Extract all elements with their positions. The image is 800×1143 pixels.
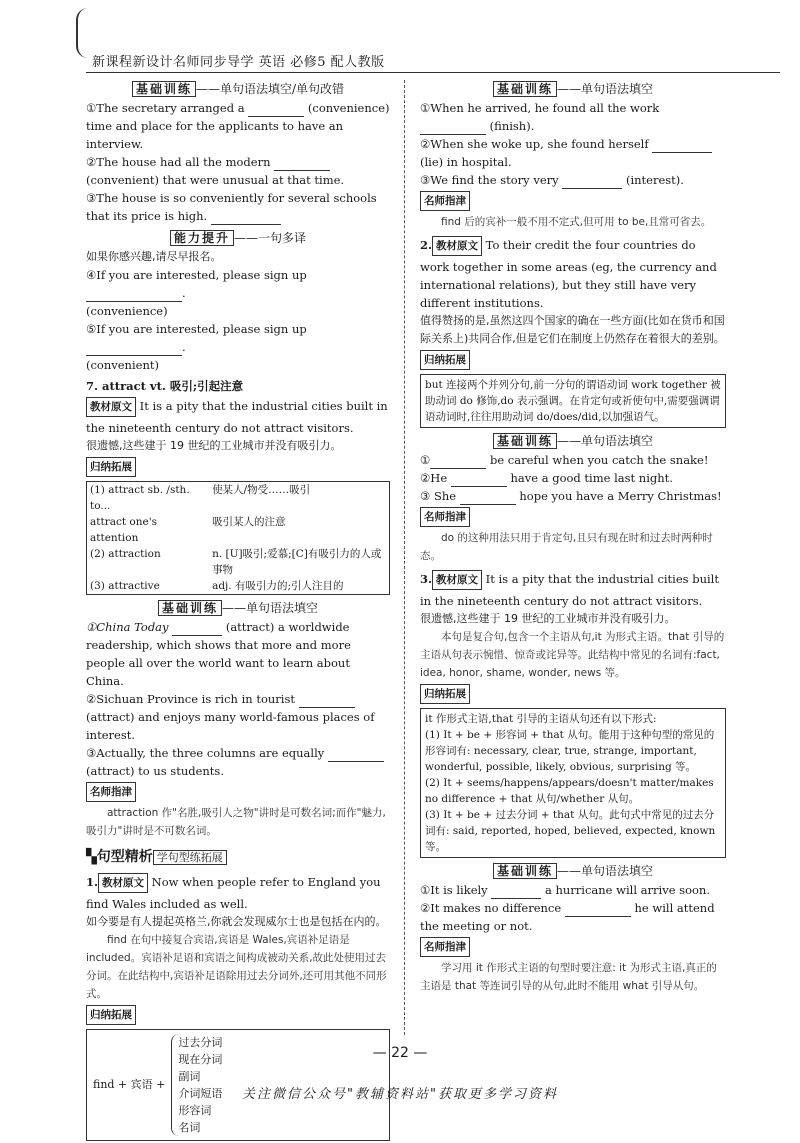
header-bracket [76,8,88,58]
explanation: 本句是复合句,包含一个主语从句,it 为形式主语。that 引导的主语从句表示惋惜、惊奇或诧异等。此结构中常见的名词有:fact, idea, honor, shame, wonder, news 等。 [420,631,725,679]
answer-blank[interactable] [86,341,182,356]
right-column [420,78,726,995]
page-number: — 22 — [372,1045,428,1061]
tip-text: find 后的宾补一般不用不定式,但可用 to be,且常可省去。 [441,216,712,228]
exercise-item: ②It makes no difference he will attend the meeting or not. [420,901,715,933]
answer-blank[interactable] [172,621,222,636]
answer-blank[interactable] [86,287,182,302]
extension-box: it 作形式主语,that 引导的主语从句还有以下形式: (1) It + be + 形容词 + that 从句。能用于这种句型的常见的形容词有: necessary, clear, true, strange, important, wonderful, possible, likely, obvious, surprising 等。 (2) It + seems/happens/appears/doesn't matter/makes no difference + that 从句/whether 从句。 (3) It + be + 过去分词 + that 从句。此句式中常见的过去分词有: said, reported, hoped, believed, expected, known 等。 [420,708,726,858]
answer-blank[interactable] [652,138,712,153]
exercise-item: ②Sichuan Province is rich in tourist (attract) and enjoys many world-famous places of interest. [86,692,375,742]
answer-blank[interactable] [248,102,304,117]
vocab-title: 7. attract vt. 吸引;引起注意 [86,379,244,393]
find-structure-box: find + 宾语 + 过去分词 现在分词 副词 介词短语 形容词 名词 [86,1029,390,1141]
table-row: attract one's attention 吸引某人的注意 [90,516,286,544]
answer-blank[interactable] [491,884,541,899]
footer-note: 关注微信公众号"教辅资料站"获取更多学习资料 [242,1087,558,1102]
answer-blank[interactable] [420,120,486,135]
answer-blank[interactable] [299,693,355,708]
table-row: (2) attraction n. [U]吸引;爱慕;[C]有吸引力的人或事物 [90,548,382,576]
exercise-heading: 基础训练 ——单句语法填空 [420,432,726,450]
exercise-item: ③Actually, the three columns are equally (attract) to us students. [86,744,390,780]
table-row: (3) attractive adj. 有吸引力的;引人注目的 [90,580,344,592]
answer-blank[interactable] [328,747,384,762]
answer-blank[interactable] [451,472,507,487]
translation: 值得赞扬的是,虽然这四个国家的确在一些方面(比如在货币和国际关系上)共同合作,但是它们在制度上仍然存在着很大的差别。 [420,314,725,345]
exercise-heading: 基础训练 ——单句语法填空 [420,80,726,98]
header-rule [86,72,780,73]
tip-label: 名师指津 [86,782,136,802]
tip-text: attraction 作"名胜,吸引人之物"讲时是可数名词;而作"魅力,吸引力"讲时是不可数名词。 [86,807,386,837]
chinese-sentence: 如果你感兴趣,请尽早报名。 [86,250,222,263]
extension-table [86,481,390,595]
ext-label: 归纳拓展 [86,1005,136,1025]
brace-list: 过去分词 现在分词 副词 介词短语 形容词 名词 [171,1034,222,1136]
exercise-item: ①When he arrived, he found all the work (finish). [420,101,660,133]
section-heading: ▚句型精析 学句型练拓展 [86,848,390,867]
translation: 很遗憾,这些建于 19 世纪的工业城市并没有吸引力。 [86,439,342,452]
ext-label: 归纳拓展 [420,350,470,370]
source-text: 教材原文 It is a pity that the industrial cities built in the nineteenth century do not attract visitors. [86,399,388,435]
translation: 如今要是有人提起英格兰,你就会发现威尔士也是包括在内的。 [86,915,387,928]
exercise-heading: 基础训练 ——单句语法填空 [86,599,390,617]
explanation: find 在句中接复合宾语,宾语是 Wales,宾语补足语是 included。宾语补足语和宾语之间构成被动关系,故此处使用过去分词。在此结构中,宾语补足语除用过去分词外,还可用其他不同形式。 [86,934,387,1000]
left-column [86,78,390,1143]
header-title: 新课程新设计名师同步导学 英语 必修5 配人教版 [92,55,385,70]
source-text: 2. 教材原文 To their credit the four countries do work together in some areas (eg, the currency and international relations), but they still have very different institutions. [420,238,717,310]
page-header [0,0,800,70]
exercise-item: ④If you are interested, please sign up . (convenience) [86,268,307,318]
exercise-item: ①It is likely a hurricane will arrive soon. [420,883,710,897]
column-divider [404,80,405,1035]
exercise-heading: 基础训练 ——单句语法填空/单句改错 [86,80,390,98]
exercise-item: ①The secretary arranged a (convenience) time and place for the applicants to have an interview. [86,101,390,151]
answer-blank[interactable] [562,174,622,189]
extension-box: but 连接两个并列分句,前一分句的谓语动词 work together 被助动词 do 修饰,do 表示强调。在肯定句或祈使句中,需要强调谓语动词时,往往用助动词 do/does/did,以加强语气。 [420,374,726,428]
exercise-item: ①China Today (attract) a worldwide readership, which shows that more and more people all over the world want to learn about China. [86,620,351,688]
exercise-heading: 能力提升 ——一句多译 [86,229,390,247]
answer-blank[interactable] [274,156,330,171]
answer-blank[interactable] [430,454,486,469]
tip-label: 名师指津 [420,507,470,527]
exercise-item: ②When she woke up, she found herself (lie) in hospital. [420,135,726,171]
answer-blank[interactable] [565,902,631,917]
source-text: 3. 教材原文 It is a pity that the industrial cities built in the nineteenth century do not attract visitors. [420,572,719,608]
exercise-item: ③ She hope you have a Merry Christmas! [420,489,722,503]
tip-label: 名师指津 [420,937,470,957]
section-icon: ▚ [86,849,97,865]
tip-text: do 的这种用法只用于肯定句,且只有现在时和过去时两种时态。 [420,532,713,562]
exercise-item: ②He have a good time last night. [420,471,673,485]
translation: 很遗憾,这些建于 19 世纪的工业城市并没有吸引力。 [420,612,676,625]
exercise-heading: 基础训练 ——单句语法填空 [420,862,726,880]
tip-text: 学习用 it 作形式主语的句型时要注意: it 为形式主语,真正的主语是 that 等连词引导的从句,此时不能用 what 引导从句。 [420,962,717,992]
exercise-item: ① be careful when you catch the snake! [420,453,709,467]
tip-label: 名师指津 [420,191,470,211]
exercise-item: ⑤If you are interested, please sign up . (convenient) [86,322,307,372]
answer-blank[interactable] [211,210,281,225]
ext-label: 归纳拓展 [420,684,470,704]
exercise-item: ③We find the story very (interest). [420,173,684,187]
source-text: 1. 教材原文 Now when people refer to England you find Wales included as well. [86,875,381,911]
table-row: (1) attract sb. /sth. to... 使某人/物受……吸引 [90,484,311,512]
exercise-item: ③The house is so conveniently for several schools that its price is high. [86,191,377,223]
answer-blank[interactable] [460,490,516,505]
exercise-item: ②The house had all the modern (convenient) that were unusual at that time. [86,155,345,187]
ext-label: 归纳拓展 [86,457,136,477]
